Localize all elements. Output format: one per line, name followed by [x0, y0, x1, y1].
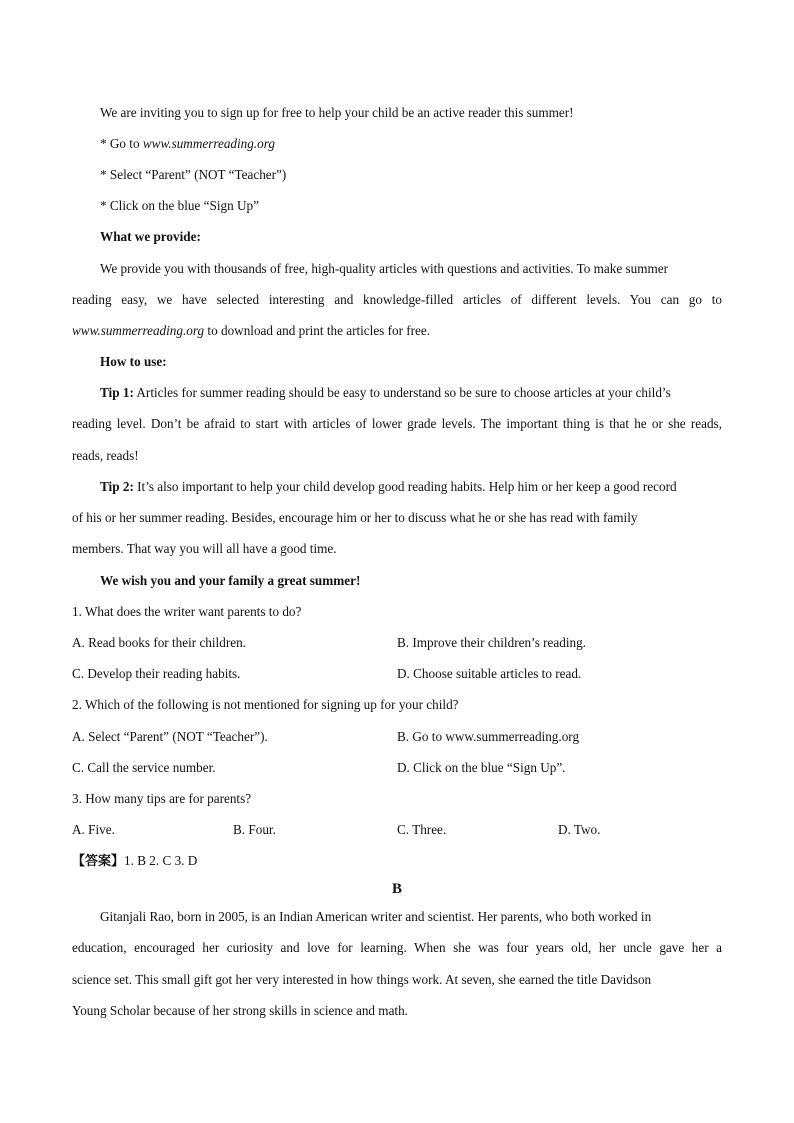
passage-b-line-3: science set. This small gift got her very interested in how things work. At seven, she earned the title Davidson — [72, 972, 652, 987]
tip-2-label: Tip 2: — [100, 479, 134, 494]
question-3-stem: 3. How many tips are for parents? — [72, 791, 252, 806]
answer-key-label: 【答案】 — [72, 854, 125, 869]
question-1-option-b: B. Improve their children’s reading. — [397, 635, 586, 650]
closing-wish: We wish you and your family a great summer! — [100, 573, 361, 588]
provide-line-3-rest: to download and print the articles for free. — [204, 323, 431, 338]
step-select-parent: * Select “Parent” (NOT “Teacher”) — [100, 167, 287, 182]
provide-line-3 — [72, 322, 430, 340]
howto-heading: How to use: — [100, 354, 167, 369]
question-2-option-d: D. Click on the blue “Sign Up”. — [397, 760, 566, 775]
question-1-option-a: A. Read books for their children. — [72, 635, 246, 650]
answer-key — [72, 852, 197, 871]
website-link[interactable]: www.summerreading.org — [142, 136, 275, 151]
section-b-title: B — [391, 881, 402, 897]
passage-b-line-4: Young Scholar because of her strong skills in science and math. — [72, 1003, 408, 1018]
question-2-option-a: A. Select “Parent” (NOT “Teacher”). — [72, 729, 268, 744]
website-link[interactable]: www.summerreading.org — [72, 323, 205, 338]
question-3-option-b: B. Four. — [233, 822, 276, 837]
provide-line-2: reading easy, we have selected interesting and knowledge-filled articles of different levels. You can go to — [72, 292, 722, 307]
question-3-option-c: C. Three. — [397, 822, 447, 837]
passage-b-line-1: Gitanjali Rao, born in 2005, is an Indian American writer and scientist. Her parents, who both worked in — [100, 909, 652, 924]
step-click-sign-up: * Click on the blue “Sign Up” — [100, 198, 259, 213]
tip-2-line-1 — [100, 478, 677, 496]
question-2-option-b: B. Go to www.summerreading.org — [397, 729, 580, 744]
question-2-option-c: C. Call the service number. — [72, 760, 216, 775]
step-go-to-prefix: * Go to — [100, 136, 143, 151]
tip-2-line-2: of his or her summer reading. Besides, encourage him or her to discuss what he or she has read with family — [72, 510, 638, 525]
question-1-option-c: C. Develop their reading habits. — [72, 666, 241, 681]
tip-2-line-3: members. That way you will all have a good time. — [72, 541, 337, 556]
tip-1-line-2: reading level. Don’t be afraid to start with articles of lower grade levels. The important thing is that he or she reads, — [72, 416, 722, 431]
tip-2-text: It’s also important to help your child develop good reading habits. Help him or her keep a good record — [133, 479, 677, 494]
question-1-stem: 1. What does the writer want parents to do? — [72, 604, 302, 619]
question-3-option-d: D. Two. — [558, 822, 601, 837]
invite-text: We are inviting you to sign up for free to help your child be an active reader this summer! — [100, 105, 574, 120]
provide-heading: What we provide: — [100, 229, 201, 244]
question-3-option-a: A. Five. — [72, 822, 115, 837]
tip-1-line-3: reads, reads! — [72, 448, 139, 463]
step-go-to — [100, 135, 275, 153]
tip-1-text: Articles for summer reading should be easy to understand so be sure to choose articles at your child’s — [133, 385, 671, 400]
tip-1-line-1 — [100, 384, 671, 402]
question-2-stem: 2. Which of the following is not mentioned for signing up for your child? — [72, 697, 459, 712]
answer-key-values: 1. B 2. C 3. D — [124, 853, 198, 868]
question-1-option-d: D. Choose suitable articles to read. — [397, 666, 582, 681]
passage-b-line-2: education, encouraged her curiosity and love for learning. When she was four years old, her uncle gave her a — [72, 940, 722, 955]
tip-1-label: Tip 1: — [100, 385, 134, 400]
provide-line-1: We provide you with thousands of free, high-quality articles with questions and activities. To make summer — [100, 261, 669, 276]
